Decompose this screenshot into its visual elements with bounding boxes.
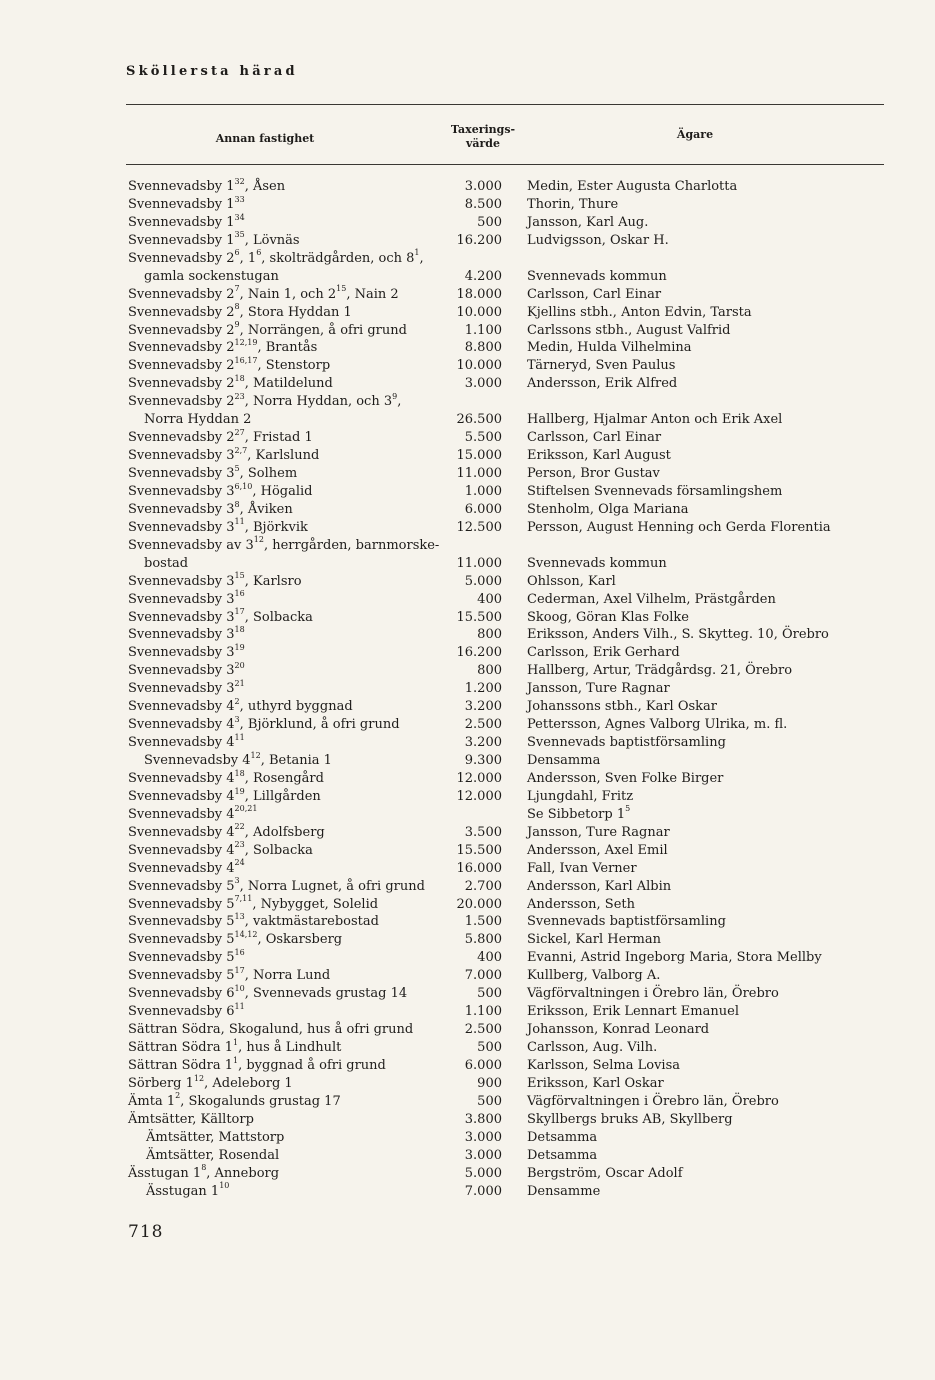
owner-name: Medin, Hulda Vilhelmina (527, 340, 692, 356)
property-name: Svennevadsby $5^{17}$, Norra Lund (128, 965, 331, 984)
assessed-value: 16.000 (456, 860, 502, 876)
assessed-value: 20.000 (456, 896, 502, 912)
property-name: Svennevadsby $4^{24}$ (128, 858, 245, 876)
property-name: Sättran Södra $1^1$, byggnad å ofri grund (128, 1055, 386, 1073)
table-row (0, 339, 935, 357)
assessed-value: 400 (477, 591, 502, 607)
table-row (0, 698, 935, 716)
property-name: Svennevadsby $3^{20}$ (128, 660, 245, 679)
table-row (0, 752, 935, 770)
owner-name: Vägförvaltningen i Örebro län, Örebro (527, 1093, 779, 1109)
table-row (0, 913, 935, 931)
assessed-value: 16.200 (456, 232, 502, 248)
owner-name: Andersson, Axel Emil (527, 842, 668, 858)
owner-name: Eriksson, Karl August (527, 448, 671, 464)
owner-name: Stenholm, Olga Mariana (527, 501, 689, 517)
table-row (0, 662, 935, 680)
property-name: Ässtugan $1^{10}$ (146, 1181, 230, 1199)
assessed-value: 500 (477, 1040, 502, 1055)
assessed-value: 4.200 (464, 268, 502, 284)
assessed-value: 900 (477, 1075, 502, 1091)
owner-name: Carlssons stbh., August Valfrid (527, 322, 731, 338)
assessed-value: 500 (477, 1093, 502, 1109)
property-name: Sättran Södra, Skogalund, hus å ofri grund (128, 1022, 414, 1038)
column-header-taxeringsvarde-line2: värde (465, 137, 500, 150)
table-row (0, 626, 935, 644)
table-row (0, 1039, 935, 1057)
property-name: Ämtsätter, Källtorp (128, 1111, 254, 1127)
assessed-value: 800 (477, 663, 502, 679)
page-number: 718 (128, 1222, 164, 1242)
table-row (0, 429, 935, 447)
assessed-value: 3.800 (464, 1111, 502, 1127)
property-name: Svennevadsby $4^{12}$, Betania 1 (144, 750, 332, 768)
property-name: Ämtsätter, Mattstorp (146, 1129, 285, 1145)
table-row (0, 465, 935, 483)
property-name: Ämta $1^2$, Skogalunds grustag 17 (128, 1091, 341, 1109)
table-row (0, 537, 935, 555)
table-row (0, 1003, 935, 1021)
table-row (0, 1093, 935, 1111)
table-row (0, 357, 935, 375)
assessed-value: 5.500 (464, 430, 502, 446)
table-row (0, 878, 935, 896)
assessed-value: 2.500 (464, 1022, 502, 1038)
owner-name: Person, Bror Gustav (527, 466, 660, 481)
owner-name: Persson, August Henning och Gerda Florentia (527, 519, 831, 535)
table-row (0, 375, 935, 393)
property-name: Svennevadsby $2^7$, Nain 1, och $2^{15}$, Nain 2 (128, 284, 399, 302)
owner-name: Densamma (527, 753, 601, 768)
owner-name: Cederman, Axel Vilhelm, Prästgården (527, 591, 776, 607)
owner-name: Pettersson, Agnes Valborg Ulrika, m. fl. (527, 717, 788, 733)
table-row (0, 806, 935, 824)
property-name: Sättran Södra $1^1$, hus å Lindhult (128, 1037, 342, 1055)
table-row (0, 447, 935, 465)
table-row (0, 609, 935, 627)
owner-name: Andersson, Erik Alfred (527, 376, 678, 392)
property-name: Svennevadsby $2^6$, $1^6$, skolträdgården, och $8^1$, (128, 248, 424, 266)
table-row (0, 680, 935, 698)
property-name: Svennevadsby $5^{16}$ (128, 947, 245, 966)
property-name: Svennevadsby $3^{18}$ (128, 625, 245, 643)
property-name: Svennevadsby 5$^{7,11}$, Nybygget, Solelid (128, 894, 379, 912)
table-row (0, 501, 935, 519)
assessed-value: 1.500 (464, 914, 502, 930)
owner-name: Carlsson, Erik Gerhard (527, 645, 680, 661)
assessed-value: 7.000 (464, 968, 502, 984)
table-row (0, 644, 935, 662)
column-header-agare: Ägare (676, 128, 714, 141)
assessed-value: 15.500 (456, 842, 502, 858)
owner-name: Kjellins stbh., Anton Edvin, Tarsta (527, 304, 752, 320)
property-name: Svennevadsby 3$^{2,7}$, Karlslund (128, 445, 320, 464)
property-name: Svennevadsby $5^{13}$, vaktmästarebostad (128, 912, 379, 930)
table-row (0, 967, 935, 985)
assessed-value: 400 (477, 950, 502, 966)
owner-name: Carlsson, Carl Einar (527, 430, 662, 446)
property-name: Svennevadsby $1^{32}$, Åsen (128, 176, 286, 194)
property-name: Ässtugan $1^8$, Anneborg (128, 1163, 280, 1181)
property-name: Svennevadsby $3^{21}$ (128, 678, 245, 697)
assessed-value: 11.000 (456, 466, 502, 481)
owner-name: Svennevads kommun (527, 268, 667, 284)
property-name: Svennevadsby av $3^{12}$, herrgården, barnmorske- (128, 535, 440, 553)
assessed-value: 3.200 (464, 699, 502, 715)
property-name: Svennevadsby $3^8$, Åviken (128, 499, 293, 517)
assessed-value: 3.000 (464, 1129, 502, 1145)
assessed-value: 500 (477, 214, 502, 230)
table-row (0, 232, 935, 250)
property-name: gamla sockenstugan (144, 268, 279, 284)
table-row (0, 949, 935, 967)
property-name: Svennevadsby $2^{18}$, Matildelund (128, 373, 333, 392)
owner-name: Ljungdahl, Fritz (527, 788, 634, 804)
property-name: Svennevadsby 2$^{16,17}$, Stenstorp (128, 356, 331, 374)
owner-name: Jansson, Karl Aug. (527, 214, 649, 230)
assessed-value: 1.100 (464, 1004, 502, 1020)
assessed-value: 12.000 (456, 788, 502, 804)
column-header-taxeringsvarde-line1: Taxerings- (450, 123, 516, 136)
table-row (0, 1183, 935, 1201)
table-row (0, 573, 935, 591)
property-name: Ämtsätter, Rosendal (146, 1147, 280, 1163)
table-row (0, 178, 935, 196)
owner-name: Sickel, Karl Herman (527, 932, 661, 948)
property-name: Sörberg $1^{12}$, Adeleborg 1 (128, 1073, 293, 1091)
table-row (0, 555, 935, 573)
assessed-value: 2.500 (464, 717, 502, 733)
owner-name: Jansson, Ture Ragnar (527, 681, 670, 697)
owner-name: Detsamma (527, 1147, 598, 1163)
property-name: Svennevadsby 3$^{6,10}$, Högalid (128, 481, 313, 499)
table-row (0, 824, 935, 842)
table-row (0, 1111, 935, 1129)
assessed-value: 10.000 (456, 304, 502, 320)
owner-name: Eriksson, Karl Oskar (527, 1075, 664, 1091)
assessed-value: 15.500 (456, 609, 502, 625)
assessed-value: 5.800 (464, 932, 502, 948)
assessed-value: 3.200 (464, 735, 502, 751)
owner-name: Skoog, Göran Klas Folke (527, 609, 689, 625)
table-row (0, 519, 935, 537)
running-head: Sköllersta härad (126, 64, 298, 79)
property-name: Svennevadsby $6^{10}$, Svennevads grustag 14 (128, 983, 408, 1002)
property-name: Svennevadsby 2$^{12,19}$, Brantås (128, 338, 318, 356)
assessed-value: 5.000 (464, 1165, 502, 1181)
assessed-value: 2.700 (464, 878, 502, 894)
assessed-value: 12.500 (456, 519, 502, 535)
owner-name: Medin, Ester Augusta Charlotta (527, 179, 738, 194)
owner-name: Ohlsson, Karl (527, 573, 616, 589)
assessed-value: 6.000 (464, 1057, 502, 1073)
table-row (0, 286, 935, 304)
property-name: Svennevadsby $3^{19}$ (128, 643, 245, 661)
property-name: Svennevadsby 4$^{20,21}$ (128, 804, 258, 822)
assessed-value: 26.500 (456, 412, 502, 428)
assessed-value: 3.000 (464, 1147, 502, 1163)
column-header-taxeringsvarde (436, 123, 530, 151)
owner-name: Stiftelsen Svennevads församlingshem (527, 483, 783, 499)
table-row (0, 411, 935, 429)
property-name: Svennevadsby $3^5$, Solhem (128, 463, 298, 481)
table-row (0, 393, 935, 411)
assessed-value: 800 (477, 627, 502, 643)
owner-name: Johanssons stbh., Karl Oskar (527, 699, 718, 715)
table-row (0, 770, 935, 788)
owner-name: Bergström, Oscar Adolf (527, 1165, 683, 1181)
owner-name: Jansson, Ture Ragnar (527, 824, 670, 840)
owner-name: Carlsson, Aug. Vilh. (527, 1040, 658, 1055)
table-row (0, 1021, 935, 1039)
assessed-value: 500 (477, 986, 502, 1002)
assessed-value: 9.300 (464, 753, 502, 768)
table-row (0, 985, 935, 1003)
property-name: Svennevadsby $2^{27}$, Fristad 1 (128, 427, 313, 446)
assessed-value: 8.500 (464, 196, 502, 212)
owner-name: Ludvigsson, Oskar H. (527, 232, 669, 248)
owner-name: Andersson, Karl Albin (527, 878, 672, 894)
assessed-value: 5.000 (464, 573, 502, 589)
assessed-value: 3.500 (464, 824, 502, 840)
header-rule-bottom (126, 164, 884, 165)
table-row (0, 931, 935, 949)
table-row (0, 268, 935, 286)
table-row (0, 1129, 935, 1147)
owner-name: Skyllbergs bruks AB, Skyllberg (527, 1111, 733, 1127)
table-row (0, 734, 935, 752)
property-name: Svennevadsby $2^{23}$, Norra Hyddan, och $3^9$, (128, 391, 402, 410)
owner-name: Se Sibbetorp $1^5$ (527, 804, 631, 822)
assessed-value: 15.000 (456, 448, 502, 464)
table-row (0, 788, 935, 806)
property-name: Svennevadsby $1^{35}$, Lövnäs (128, 230, 300, 248)
owner-name: Kullberg, Valborg A. (527, 968, 661, 984)
property-name: Svennevadsby $4^{11}$ (128, 732, 245, 751)
owner-name: Tärneryd, Sven Paulus (527, 358, 676, 374)
assessed-value: 18.000 (456, 286, 502, 302)
owner-name: Eriksson, Erik Lennart Emanuel (527, 1004, 739, 1020)
table-row (0, 716, 935, 734)
property-name: Svennevadsby $4^{18}$, Rosengård (128, 768, 324, 786)
assessed-value: 3.000 (464, 179, 502, 194)
owner-name: Carlsson, Carl Einar (527, 286, 662, 302)
owner-name: Andersson, Seth (527, 896, 635, 912)
property-name: Svennevadsby $4^{23}$, Solbacka (128, 840, 313, 858)
owner-name: Andersson, Sven Folke Birger (527, 770, 724, 786)
owner-name: Svennevads baptistförsamling (527, 735, 726, 751)
table-row (0, 1147, 935, 1165)
property-name: Svennevadsby $2^8$, Stora Hyddan 1 (128, 302, 352, 320)
owner-name: Karlsson, Selma Lovisa (527, 1057, 680, 1073)
table-row (0, 896, 935, 914)
assessed-value: 3.000 (464, 376, 502, 392)
owner-name: Vägförvaltningen i Örebro län, Örebro (527, 986, 779, 1002)
owner-name: Hallberg, Artur, Trädgårdsg. 21, Örebro (527, 663, 793, 679)
property-name: Svennevadsby $6^{11}$ (128, 1001, 245, 1020)
table-row (0, 860, 935, 878)
property-name: Svennevadsby $3^{17}$, Solbacka (128, 607, 313, 625)
property-name: Svennevadsby $4^{22}$, Adolfsberg (128, 822, 325, 840)
header-rule-top (126, 104, 884, 105)
owner-name: Thorin, Thure (527, 196, 619, 212)
property-name: Svennevadsby $3^{16}$ (128, 589, 245, 607)
owner-name: Eriksson, Anders Vilh., S. Skytteg. 10, Örebro (527, 627, 829, 643)
property-name: Norra Hyddan 2 (144, 412, 252, 428)
owner-name: Fall, Ivan Verner (527, 860, 637, 876)
assessed-value: 8.800 (464, 340, 502, 356)
owner-name: Detsamma (527, 1129, 598, 1145)
assessed-value: 16.200 (456, 645, 502, 661)
owner-name: Hallberg, Hjalmar Anton och Erik Axel (527, 412, 783, 428)
property-name: bostad (144, 555, 189, 571)
assessed-value: 7.000 (464, 1183, 502, 1199)
property-name: Svennevadsby $1^{33}$ (128, 194, 245, 212)
table-row (0, 1057, 935, 1075)
property-name: Svennevadsby $4^3$, Björklund, å ofri grund (128, 714, 400, 733)
table-row (0, 250, 935, 268)
property-name: Svennevadsby $4^{19}$, Lillgården (128, 786, 321, 804)
property-name: Svennevadsby $3^{11}$, Björkvik (128, 517, 308, 535)
table-row (0, 1075, 935, 1093)
property-name: Svennevadsby $3^{15}$, Karlsro (128, 571, 302, 589)
assessed-value: 1.200 (464, 681, 502, 697)
owner-name: Johansson, Konrad Leonard (527, 1022, 710, 1038)
table-row (0, 591, 935, 609)
column-header-fastighet: Annan fastighet (215, 132, 315, 145)
owner-name: Evanni, Astrid Ingeborg Maria, Stora Mellby (527, 950, 822, 966)
assessed-value: 12.000 (456, 770, 502, 786)
table-row (0, 214, 935, 232)
assessed-value: 10.000 (456, 358, 502, 374)
property-name: Svennevadsby $2^9$, Norrängen, å ofri grund (128, 320, 407, 338)
table-row (0, 1165, 935, 1183)
property-name: Svennevadsby $5^3$, Norra Lugnet, å ofri grund (128, 876, 425, 894)
owner-name: Svennevads baptistförsamling (527, 914, 726, 930)
table-row (0, 322, 935, 340)
property-name: Svennevadsby $4^2$, uthyrd byggnad (128, 696, 353, 715)
assessed-value: 11.000 (456, 555, 502, 571)
assessed-value: 1.100 (464, 322, 502, 338)
assessed-value: 1.000 (464, 483, 502, 499)
table-row (0, 483, 935, 501)
owner-name: Densamme (527, 1183, 601, 1199)
assessed-value: 6.000 (464, 501, 502, 517)
table-row (0, 196, 935, 214)
property-table (0, 178, 935, 1200)
property-name: Svennevadsby $1^{34}$ (128, 212, 245, 230)
property-name: Svennevadsby 5$^{14,12}$, Oskarsberg (128, 930, 343, 948)
table-row (0, 842, 935, 860)
owner-name: Svennevads kommun (527, 555, 667, 571)
table-row (0, 304, 935, 322)
